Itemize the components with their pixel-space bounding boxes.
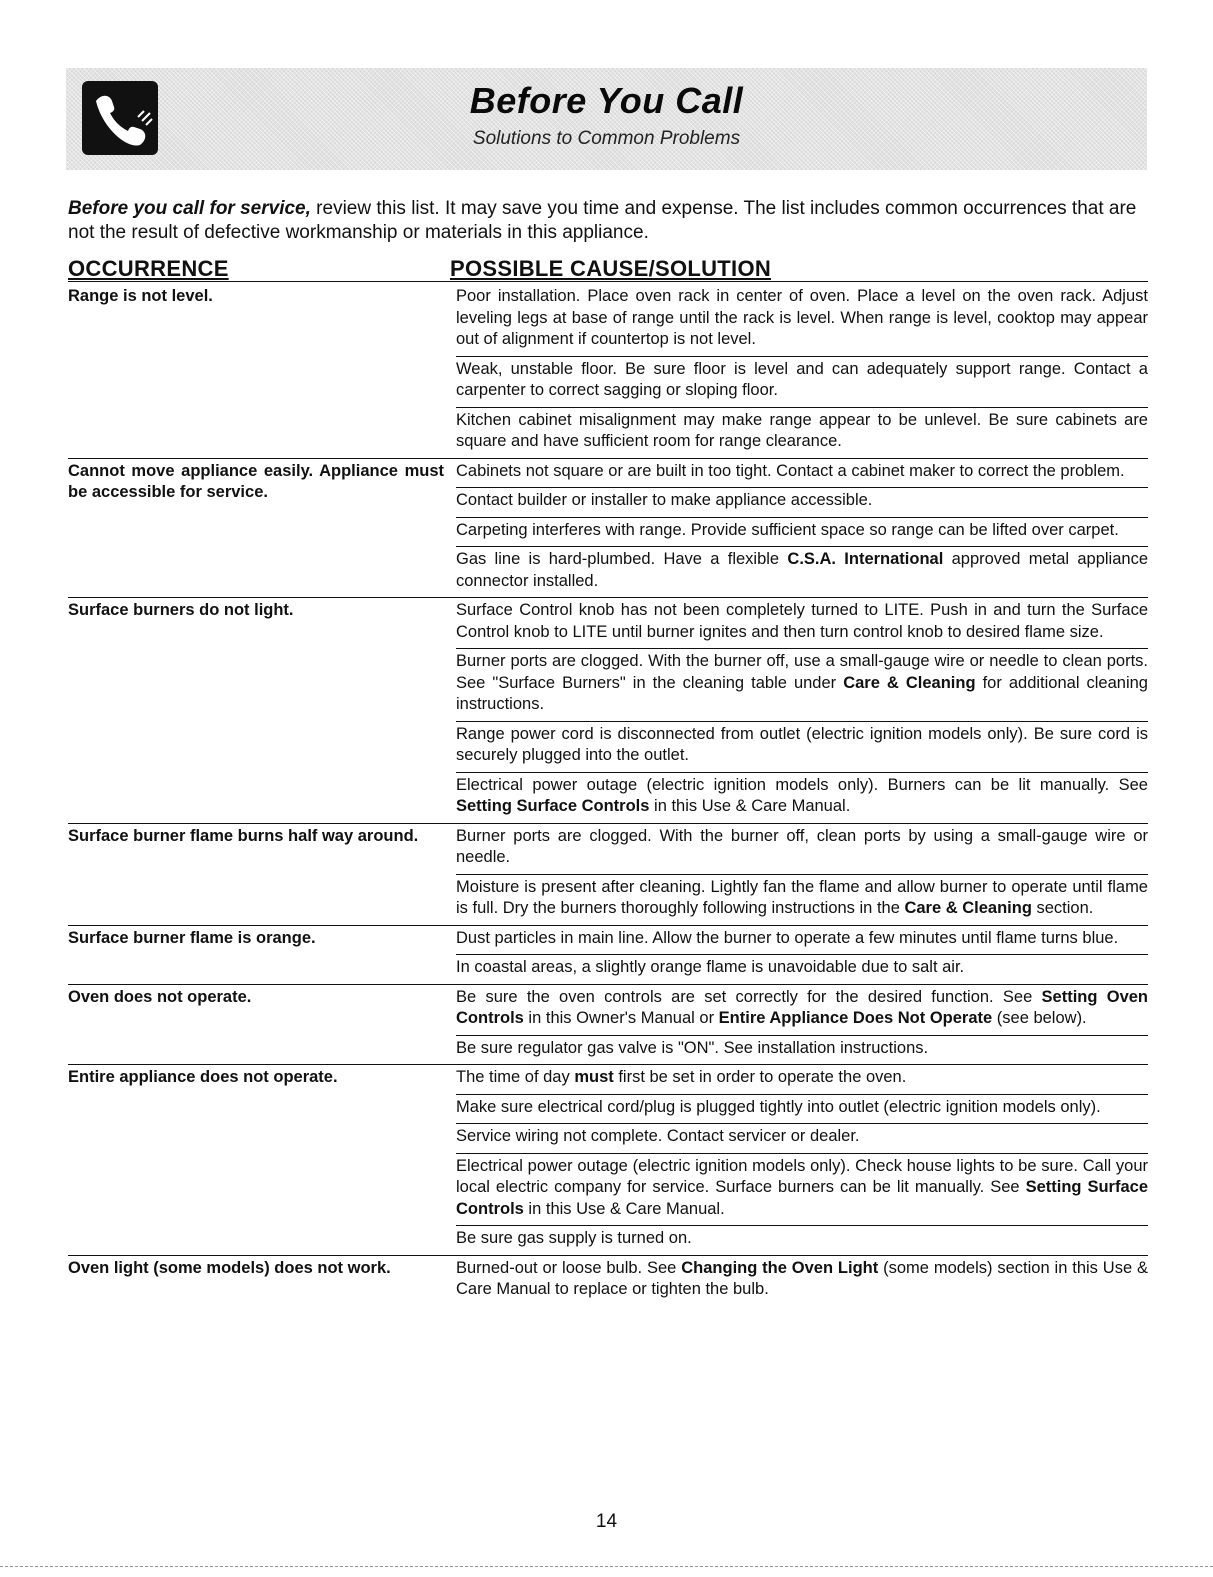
- solution-text: Be sure the oven controls are set correctly for the desired function. See: [456, 987, 1042, 1006]
- troubleshooting-table: [68, 284, 1148, 1306]
- solution-item: [456, 598, 1148, 649]
- solution-item: [456, 1256, 1148, 1306]
- table-row: [68, 1256, 1148, 1306]
- intro-lead: Before you call for service,: [68, 198, 311, 219]
- solutions-cell: [456, 1256, 1148, 1306]
- solution-text: in this Use & Care Manual.: [523, 1199, 725, 1218]
- solution-text: Moisture is present after cleaning. Lightly fan the flame and allow burner to operate until flame is full. Dry the burners thoroughly following instructions in the: [456, 877, 1148, 917]
- solution-emphasis: Setting Surface Controls: [456, 1178, 1148, 1218]
- header-rule: [68, 281, 1148, 282]
- solution-item: [456, 1065, 1148, 1095]
- occurrence-cell: Range is not level.: [68, 287, 213, 305]
- solution-text: in this Owner's Manual or: [523, 1009, 719, 1027]
- solution-text: Surface Control knob has not been completely turned to LITE. Push in and turn the Surface Control knob to LITE until burner ignites and then turn control knob to desired flame size.: [456, 601, 1148, 641]
- occurrence-cell: Surface burner flame is orange.: [68, 928, 316, 947]
- occurrence-cell: Entire appliance does not operate.: [68, 1068, 338, 1086]
- table-row: [68, 926, 1148, 985]
- solution-text: in this Use & Care Manual.: [649, 797, 851, 815]
- solution-item: [456, 488, 1148, 518]
- solution-item: [456, 824, 1148, 875]
- solution-item: [456, 1154, 1148, 1227]
- solution-text: Gas line is hard-plumbed. Have a flexible: [456, 550, 788, 568]
- solution-text: Service wiring not complete. Contact servicer or dealer.: [456, 1127, 860, 1145]
- occurrence-cell: Surface burners do not light.: [68, 601, 294, 619]
- occurrence-cell: Oven does not operate.: [68, 987, 252, 1006]
- table-row: [68, 598, 1148, 824]
- bottom-divider: [0, 1566, 1213, 1567]
- solution-text: section.: [1031, 899, 1094, 917]
- solution-item: [456, 926, 1148, 956]
- solution-item: [456, 459, 1148, 489]
- solution-text: Be sure gas supply is turned on.: [456, 1229, 692, 1247]
- solution-item: [456, 547, 1148, 597]
- solution-item: [456, 408, 1148, 458]
- solution-emphasis: Care & Cleaning: [843, 673, 976, 692]
- solution-emphasis: Care & Cleaning: [904, 899, 1032, 917]
- solutions-cell: [456, 598, 1148, 823]
- occurrence-cell: Surface burner flame burns half way around.: [68, 826, 419, 845]
- solution-text: Burner ports are clogged. With the burner off, clean ports by using a small-gauge wire or needle.: [456, 826, 1148, 866]
- solution-text: Kitchen cabinet misalignment may make range appear to be unlevel. Be sure cabinets are square and have sufficient room for range clearance.: [456, 410, 1148, 450]
- solution-item: [456, 518, 1148, 548]
- occurrence-cell: Oven light (some models) does not work.: [68, 1258, 391, 1277]
- page-subtitle: Solutions to Common Problems: [472, 128, 741, 149]
- solution-text: Poor installation. Place oven rack in center of oven. Place a level on the oven rack. Adjust leveling legs at base of range until the rack is level. When range is level, cooktop may appear out of alignment if countertop is not level.: [456, 287, 1148, 348]
- solution-text: Make sure electrical cord/plug is plugged tightly into outlet (electric ignition models only).: [456, 1097, 1101, 1116]
- solutions-cell: [456, 1065, 1148, 1255]
- solution-emphasis: must: [574, 1068, 614, 1086]
- solution-item: [456, 875, 1148, 925]
- table-row: [68, 459, 1148, 599]
- solution-item: [456, 284, 1148, 357]
- solutions-cell: [456, 985, 1148, 1065]
- solution-text: Dust particles in main line. Allow the burner to operate a few minutes until flame turns blue.: [456, 928, 1119, 947]
- solution-text: Weak, unstable floor. Be sure floor is level and can adequately support range. Contact a carpenter to correct sagging or sloping floor.: [456, 359, 1148, 399]
- occurrence-cell: Cannot move appliance easily. Appliance must be accessible for service.: [68, 461, 444, 501]
- table-row: [68, 824, 1148, 926]
- solution-text: for additional cleaning instructions.: [456, 673, 1148, 713]
- solutions-cell: [456, 459, 1148, 598]
- table-row: [68, 985, 1148, 1066]
- solutions-cell: [456, 284, 1148, 458]
- solution-text: Contact builder or installer to make appliance accessible.: [456, 491, 873, 509]
- solution-text: Burned-out or loose bulb. See: [456, 1258, 682, 1277]
- page-title: Before You Call: [469, 80, 744, 121]
- solution-text: Cabinets not square or are built in too tight. Contact a cabinet maker to correct the problem.: [456, 461, 1125, 480]
- solutions-cell: [456, 824, 1148, 925]
- solution-emphasis: Setting Oven Controls: [456, 987, 1148, 1027]
- solution-emphasis: Entire Appliance Does Not Operate: [718, 1009, 993, 1027]
- solution-item: [456, 1124, 1148, 1154]
- intro-text: review this list. It may save you time and expense. The list includes common occurrences that are not the result of defective workmanship or materials in this appliance.: [68, 198, 1137, 243]
- solution-emphasis: C.S.A. International: [787, 550, 944, 568]
- solution-emphasis: Changing the Oven Light: [681, 1258, 879, 1277]
- solution-text: Electrical power outage (electric ignition models only). Burners can be lit manually. See: [456, 775, 1148, 794]
- solution-item: [456, 955, 1148, 984]
- solution-item: [456, 1226, 1148, 1255]
- solution-item: [456, 985, 1148, 1036]
- solution-item: [456, 1036, 1148, 1065]
- solution-item: [456, 773, 1148, 823]
- solution-text: (some models) section in this Use & Care Manual to replace or tighten the bulb.: [456, 1258, 1148, 1298]
- solution-text: In coastal areas, a slightly orange flame is unavoidable due to salt air.: [456, 958, 965, 976]
- solution-text: Be sure regulator gas valve is "ON". See installation instructions.: [456, 1038, 929, 1057]
- solution-item: [456, 1095, 1148, 1125]
- solution-text: The time of day: [456, 1068, 575, 1086]
- solution-text: (see below).: [992, 1009, 1087, 1027]
- solution-text: approved metal appliance connector installed.: [456, 550, 1149, 590]
- solution-item: [456, 722, 1148, 773]
- solution-emphasis: Setting Surface Controls: [456, 797, 650, 815]
- solutions-cell: [456, 926, 1148, 984]
- header-banner: [66, 68, 1147, 170]
- solution-text: first be set in order to operate the oven.: [613, 1068, 907, 1086]
- solution-text: Burner ports are clogged. With the burner off, use a small-gauge wire or needle to clean ports. See "Surface Burners" in the cleaning table under: [456, 652, 1148, 692]
- table-row: [68, 284, 1148, 459]
- solution-item: [456, 357, 1148, 408]
- occurrence-column-header: OCCURRENCE: [68, 256, 229, 281]
- table-row: [68, 1065, 1148, 1256]
- page-number: 14: [595, 1511, 618, 1532]
- solution-text: Carpeting interferes with range. Provide sufficient space so range can be lifted over carpet.: [456, 520, 1119, 539]
- solution-item: [456, 649, 1148, 722]
- solution-text: Range power cord is disconnected from outlet (electric ignition models only). Be sure cord is securely plugged into the outlet.: [456, 724, 1148, 764]
- solution-text: Electrical power outage (electric ignition models only). Check house lights to be sure. Call your local electric company for service. Surface burners can be lit manually. See: [456, 1156, 1148, 1196]
- intro-paragraph: [68, 197, 1148, 245]
- solution-column-header: POSSIBLE CAUSE/SOLUTION: [450, 256, 772, 281]
